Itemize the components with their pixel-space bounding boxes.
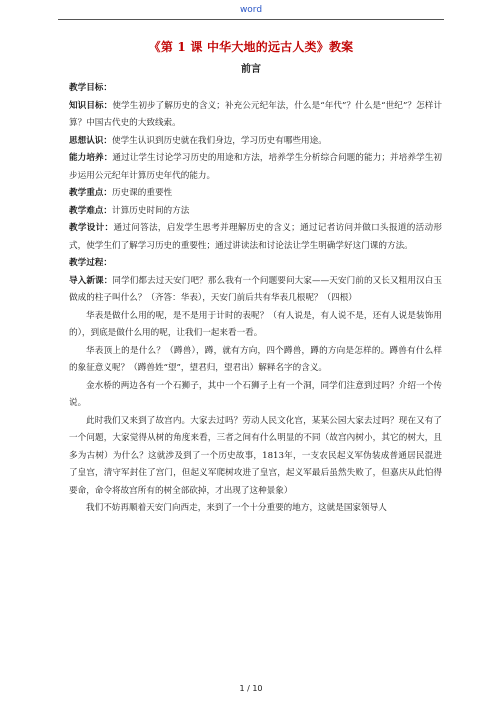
intro-text: 同学们都去过天安门吧？那么我有一个问题要问大家——天安门前的又长又粗用汉白玉做成的柱子叫什么？（齐答：华表），天安门前后共有华表几根呢？（四根） bbox=[69, 275, 442, 303]
body-paragraph: 我们不妨再顺着天安门向西走，来到了一个十分重要的地方，这就是国家领导人 bbox=[86, 503, 387, 513]
ability-goal bbox=[69, 150, 442, 185]
body-paragraph: 华表顶上的是什么？（蹲兽），蹲，就有方向，四个蹲兽，蹲的方向是怎样的。蹲兽有什么样的象征意义呢？（蹲兽姓“望”，望君归，望君出）解释名字的含义。 bbox=[69, 345, 442, 373]
page-header: word bbox=[239, 5, 263, 15]
document-subtitle: 前言 bbox=[241, 64, 261, 75]
body-paragraph: 金水桥的两边各有一个石狮子，其中一个石狮子上有一个洞，同学们注意到过吗？介绍一个传说。 bbox=[69, 380, 442, 408]
thought-goal-text: 使学生认识到历史就在我们身边，学习历史有哪些用途。 bbox=[111, 135, 327, 146]
difficult-point-label: 教学难点： bbox=[69, 205, 112, 216]
document-body bbox=[69, 80, 442, 518]
difficult-point-text: 计算历史时间的方法 bbox=[111, 205, 190, 216]
thought-goal-label: 思想认识： bbox=[69, 135, 112, 146]
knowledge-goal bbox=[69, 98, 442, 133]
body-paragraph: 华表是做什么用的呢，是不是用于计时的表呢？（有人说是，有人说不是，还有人说是装饰用的），到底是做什么用的呢，让我们一起来看一看。 bbox=[69, 310, 442, 338]
intro-paragraph bbox=[69, 273, 442, 308]
teaching-design bbox=[69, 220, 442, 255]
thought-goal bbox=[69, 133, 442, 151]
key-point bbox=[69, 185, 442, 203]
teaching-design-label: 教学设计： bbox=[69, 223, 114, 233]
section-heading-goals: 教学目标： bbox=[69, 83, 112, 93]
intro-label: 导入新课： bbox=[69, 275, 113, 286]
section-heading-process: 教学过程： bbox=[69, 258, 112, 268]
knowledge-goal-text: 使学生初步了解历史的含义；补充公元纪年法，什么是“年代”？什么是“世纪”？怎样计算？中国古代史的大致线索。 bbox=[69, 100, 442, 128]
body-paragraph: 此时我们又来到了故宫内。大家去过吗？劳动人民文化宫，某某公园大家去过吗？现在又有了一个问题，大家觉得从树的角度来看，三者之间有什么明显的不同（故宫內树小，其它的树大，且多为古树）为什么？这就涉及到了一个历史故事，1813年，一支农民起义军伪装成普通居民混进了皇宫，清守军封住了宫门，但起义军爬树攻进了皇宫，起义军最后虽然失败了，但嘉庆从此怕得要命，命令将故宫所有的树全部砍掉，才出现了这种景象） bbox=[69, 415, 442, 496]
difficult-point bbox=[69, 203, 442, 221]
teaching-design-text: 通过问答法，启发学生思考并理解历史的含义；通过记者访问并做口头报道的活动形式，使学生们了解学习历史的重要性；通过讲读法和讨论法让学生明确学好这门课的方法。 bbox=[69, 223, 442, 251]
key-point-label: 教学重点： bbox=[69, 188, 112, 198]
key-point-text: 历史课的重要性 bbox=[111, 188, 173, 198]
header-divider bbox=[58, 19, 444, 20]
document-title: 《第 1 课 中华大地的远古人类》教案 bbox=[148, 40, 354, 54]
ability-goal-label: 能力培养： bbox=[69, 153, 113, 163]
page-number: 1 / 10 bbox=[239, 684, 263, 693]
knowledge-goal-label: 知识目标： bbox=[69, 100, 113, 111]
ability-goal-text: 通过让学生讨论学习历史的用途和方法，培养学生分析综合问题的能力；并培养学生初步运用公元纪年计算历史年代的能力。 bbox=[69, 153, 442, 181]
